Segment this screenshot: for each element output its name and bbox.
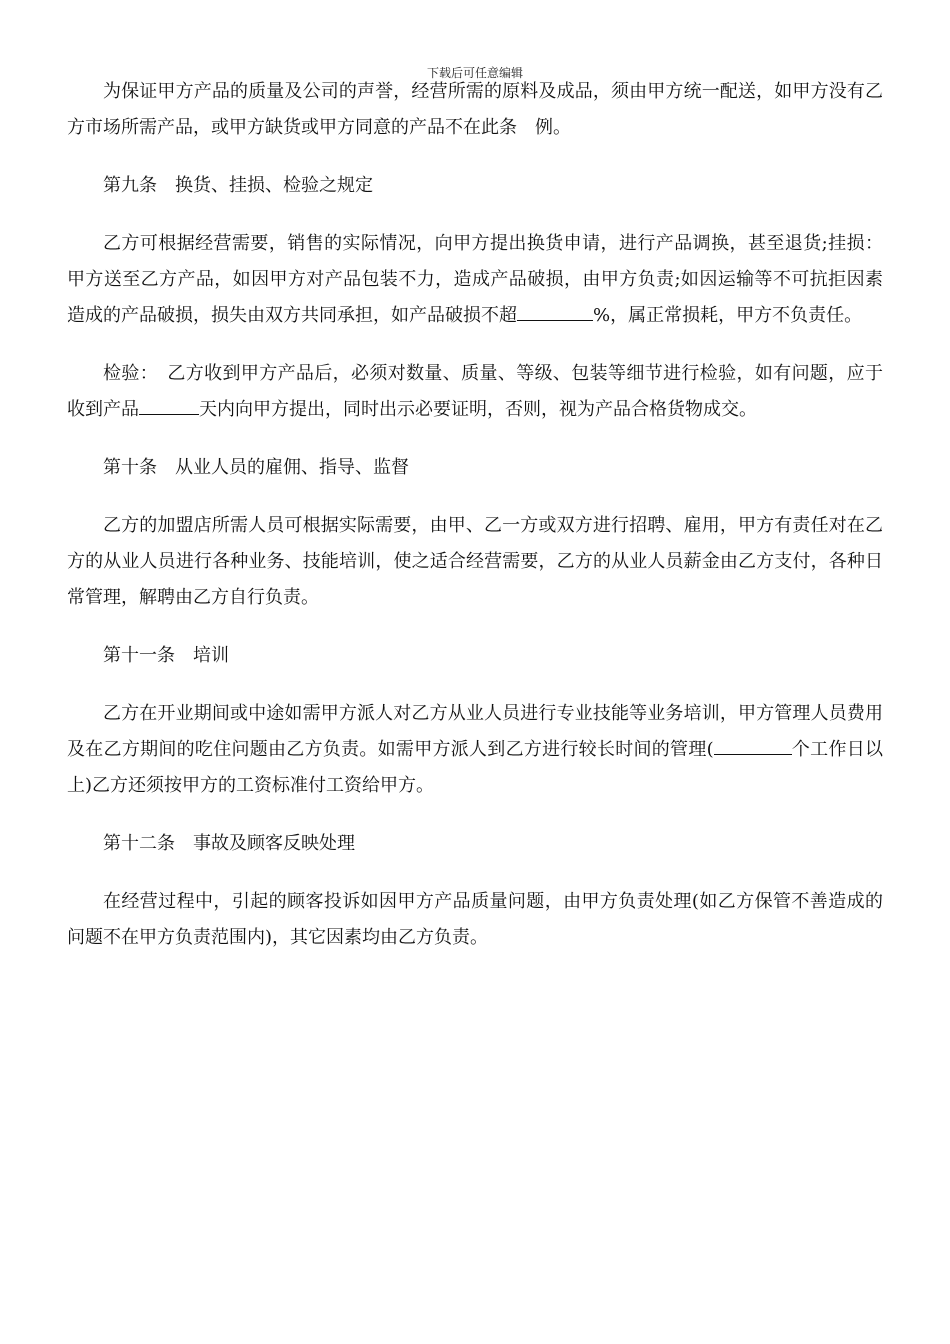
article-12-heading: 第十二条 事故及顾客反映处理 [103,833,355,854]
inspection-days-blank [139,398,199,415]
document-body [67,74,883,978]
paragraph-training-part2: 个工作日以上)乙方还须按甲方的工资标准付工资给甲方。 [67,739,883,796]
paragraph-training [67,696,883,804]
paragraph-complaints: 在经营过程中，引起的顾客投诉如因甲方产品质量问题，由甲方负责处理(如乙方保管不善造成的问题不在甲方负责范围内)，其它因素均由乙方负责。 [67,891,883,948]
paragraph-training-part1: 乙方在开业期间或中途如需甲方派人对乙方从业人员进行专业技能等业务培训，甲方管理人员费用及在乙方期间的吃住问题由乙方负责。如需甲方派人到乙方进行较长时间的管理( [67,703,883,760]
paragraph-exchange-damage [67,226,883,334]
paragraph-inspection-part1: 检验： 乙方收到甲方产品后，必须对数量、质量、等级、包装等细节进行检验，如有问题，应于收到产品 [67,363,883,420]
article-10-heading: 第十条 从业人员的雇佣、指导、监督 [103,457,409,478]
paragraph-inspection [67,356,883,428]
page-header: 下载后可任意编辑 [426,66,523,80]
paragraph-supply: 为保证甲方产品的质量及公司的声誉，经营所需的原料及成品，须由甲方统一配送，如甲方没有乙方市场所需产品，或甲方缺货或甲方同意的产品不在此条 例。 [67,81,883,138]
paragraph-staffing: 乙方的加盟店所需人员可根据实际需要，由甲、乙一方或双方进行招聘、雇用，甲方有责任对在乙方的从业人员进行各种业务、技能培训，使之适合经营需要，乙方的从业人员薪金由乙方支付，各种日常管理，解聘由乙方自行负责。 [67,515,883,608]
damage-percent-blank [517,304,593,321]
paragraph-exchange-damage-part1: 乙方可根据经营需要，销售的实际情况，向甲方提出换货申请，进行产品调换，甚至退货;挂损：甲方送至乙方产品，如因甲方对产品包装不力，造成产品破损，由甲方负责;如因运输等不可抗拒因素造成的产品破损，损失由双方共同承担，如产品破损不超 [67,233,883,326]
working-days-blank [714,738,792,755]
article-9-heading: 第九条 换货、挂损、检验之规定 [103,175,373,196]
paragraph-inspection-part2: 天内向甲方提出，同时出示必要证明，否则，视为产品合格货物成交。 [199,399,757,420]
article-11-heading: 第十一条 培训 [103,645,229,666]
paragraph-exchange-damage-part2: %，属正常损耗，甲方不负责任。 [593,305,863,326]
